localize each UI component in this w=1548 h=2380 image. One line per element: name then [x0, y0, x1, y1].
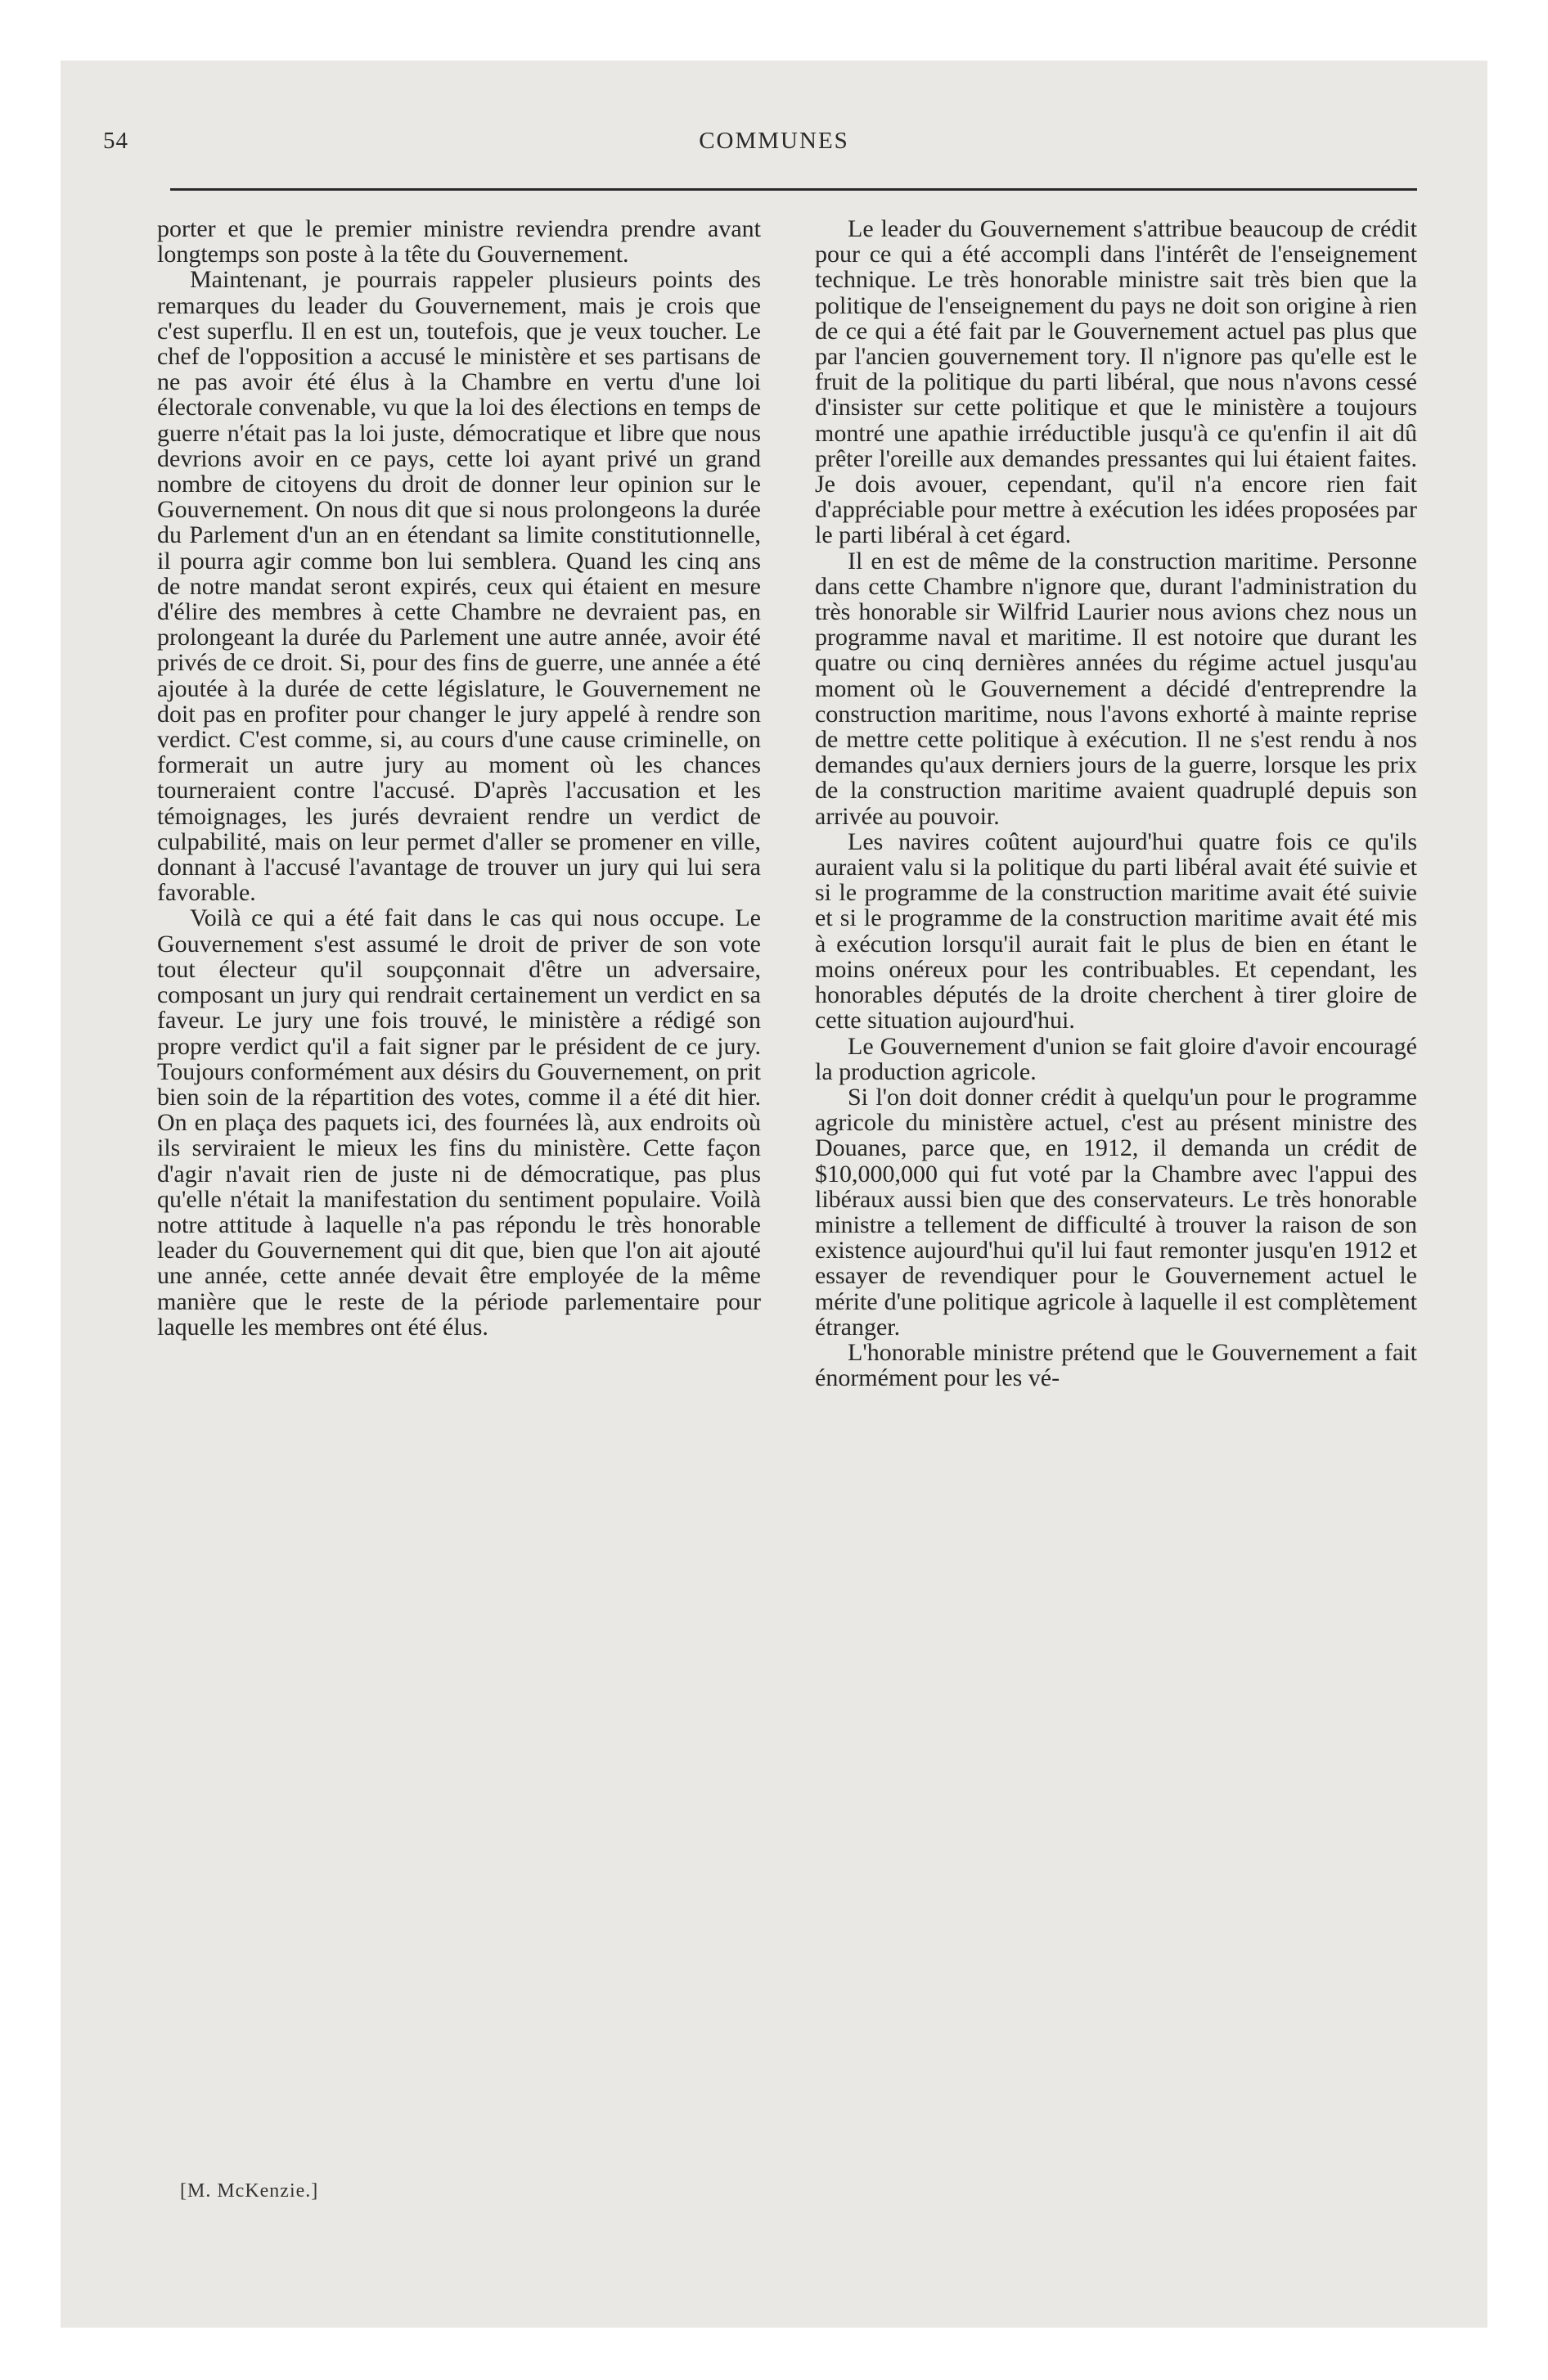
paragraph: Il en est de même de la construction maritime. Personne dans cette Chambre n'ignore que, durant l'administration du très honorable sir Wilfrid Laurier nous avions chez nous un programme naval et maritime. Il est notoire que durant les quatre ou cinq dernières années du régime actuel jusqu'au moment où le Gouvernement a décidé d'entreprendre la construction maritime, nous l'avons exhorté à mainte reprise de mettre cette politique à exécution. Il ne s'est rendu à nos demandes qu'aux derniers jours de la guerre, lorsque les prix de la construction maritime avaient quadruplé depuis son arrivée au pouvoir. [815, 547, 1417, 830]
paragraph: Le leader du Gouvernement s'attribue beaucoup de crédit pour ce qui a été accompli dans l'intérêt de l'enseignement technique. Le très honorable ministre sait très bien que la politique de l'enseignement du pays ne doit son origine à rien de ce qui a été fait par le Gouvernement actuel pas plus que par l'ancien gouvernement tory. Il n'ignore pas qu'elle est le fruit de la politique du parti libéral, que nous n'avons cessé d'insister sur cette politique et que le ministère a toujours montré une apathie irréductible jusqu'à ce qu'enfin il ait dû prêter l'oreille aux demandes pressantes qui lui étaient faites. Je dois avouer, cependant, qu'il n'a encore rien fait d'appréciable pour mettre à exécution les idées proposées par le parti libéral à cet égard. [815, 215, 1417, 549]
paragraph: porter et que le premier ministre reviendra prendre avant longtemps son poste à la tête du Gouvernement. [157, 215, 761, 268]
right-column [815, 216, 1417, 1391]
header-rule [170, 188, 1417, 191]
paragraph: Maintenant, je pourrais rappeler plusieurs points des remarques du leader du Gouvernement, mais je crois que c'est superflu. Il en est un, toutefois, que je veux toucher. Le chef de l'opposition a accusé le ministère et ses partisans de ne pas avoir été élus à la Chambre en vertu d'une loi électorale convenable, vu que la loi des élections en temps de guerre n'était pas la loi juste, démocratique et libre que nous devrions avoir en ce pays, cette loi ayant privé un grand nombre de citoyens du droit de donner leur opinion sur le Gouvernement. On nous dit que si nous prolongeons la durée du Parlement d'un an en étendant sa limite constitutionnelle, il pourra agir comme bon lui semblera. Quand les cinq ans de notre mandat seront expirés, ceux qui étaient en mesure d'élire des membres à cette Chambre ne devraient pas, en prolongeant la durée du Parlement une autre année, avoir été privés de ce droit. Si, pour des fins de guerre, une année a été ajoutée à la durée de cette législature, le Gouvernement ne doit pas en profiter pour changer le jury appelé à rendre son verdict. C'est comme, si, au cours d'une cause criminelle, on formerait un autre jury au moment où les chances tourneraient contre l'accusé. D'après l'accusation et les témoignages, les jurés devraient rendre un verdict de culpabilité, mais on leur permet d'aller se promener en ville, donnant à l'accusé l'avantage de trouver un jury qui lui sera favorable. [157, 266, 761, 907]
page-number: 54 [103, 128, 128, 154]
paragraph: Voilà ce qui a été fait dans le cas qui nous occupe. Le Gouvernement s'est assumé le droit de priver de son vote tout électeur qu'il soupçonnait d'être un adversaire, composant un jury qui rendrait certainement un verdict en sa faveur. Le jury une fois trouvé, le ministère a rédigé son propre verdict qu'il a fait signer par le président de ce jury. Toujours conformément aux désirs du Gouvernement, on prit bien soin de la répartition des votes, comme il a été dit hier. On en plaça des paquets ici, des fournées là, aux endroits où ils serviraient le mieux les fins du ministère. Cette façon d'agir n'avait rien de juste ni de démocratique, pas plus qu'elle n'était la manifestation du sentiment populaire. Voilà notre attitude à laquelle n'a pas répondu le très honorable leader du Gouvernement qui dit que, bien que l'on ait ajouté une année, cette année devait être employée de la même manière que le reste de la période parlementaire pour laquelle les membres ont été élus. [157, 904, 761, 1341]
paragraph: Le Gouvernement d'union se fait gloire d'avoir encouragé la production agricole. [815, 1032, 1417, 1085]
left-column [157, 216, 761, 1340]
paragraph: Les navires coûtent aujourd'hui quatre fois ce qu'ils auraient valu si la politique du parti libéral avait été suivie et si le programme de la construction maritime avait été suivie et si le programme de la construction maritime avait été mis à exécution lorsqu'il aurait fait le plus de bien en étant le moins onéreux pour les contribuables. Et cependant, les honorables députés de la droite cherchent à tirer gloire de cette situation aujourd'hui. [815, 827, 1417, 1034]
speaker-tag: [M. McKenzie.] [180, 2180, 319, 2202]
paragraph: Si l'on doit donner crédit à quelqu'un pour le programme agricole du ministère actuel, c'est au présent ministre des Douanes, parce que, en 1912, il demanda un crédit de $10,000,000 qui fut voté par la Chambre avec l'appui des libéraux aussi bien que des conservateurs. Le très honorable ministre a tellement de difficulté à trouver la raison de son existence aujourd'hui qu'il lui faut remonter jusqu'en 1912 et essayer de revendiquer pour le Gouvernement actuel le mérite d'une politique agricole à laquelle il est complètement étranger. [815, 1083, 1417, 1341]
paragraph: L'honorable ministre prétend que le Gouvernement a fait énormément pour les vé- [815, 1338, 1417, 1392]
running-head: COMMUNES [699, 128, 849, 154]
